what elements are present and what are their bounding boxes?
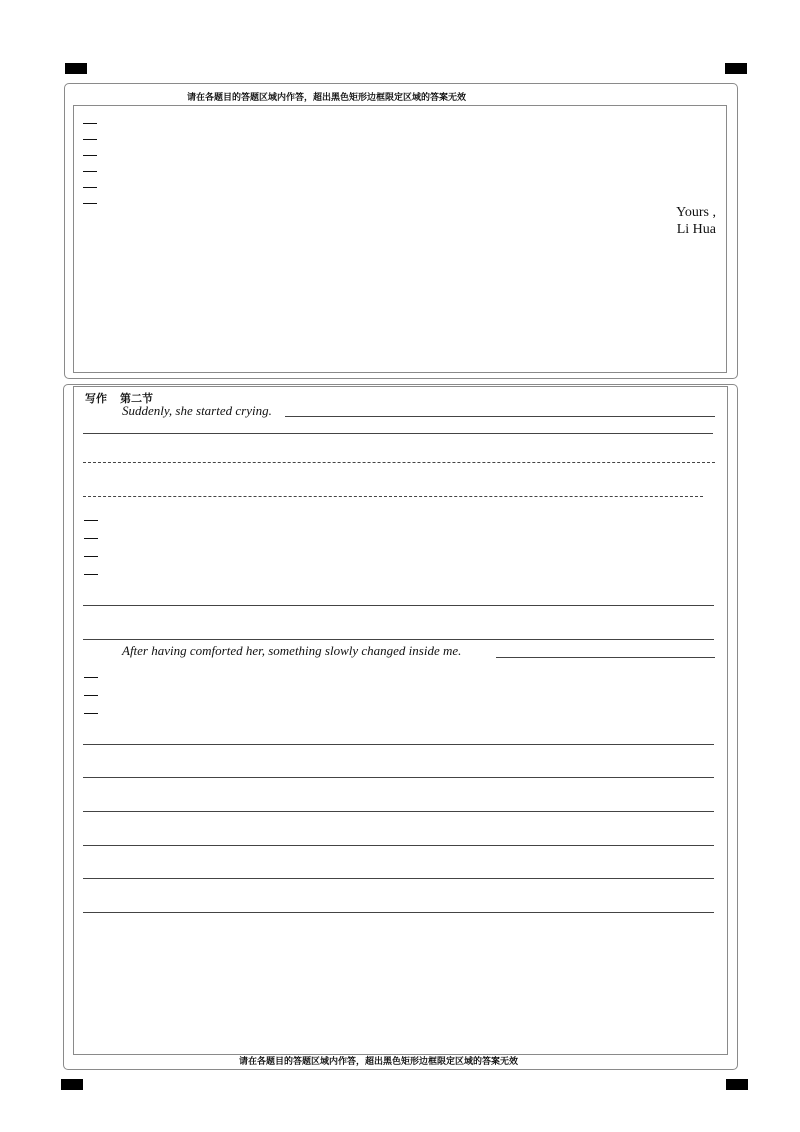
paragraph-1-opening: Suddenly, she started crying. <box>122 403 272 418</box>
blank-line-dash <box>84 556 98 557</box>
writing-line <box>83 845 714 846</box>
paragraph-2-opening: After having comforted her, something slowly changed inside me. <box>122 643 462 658</box>
answer-area-part2-inner <box>73 386 728 1055</box>
writing-line <box>83 605 714 606</box>
answer-area-notice-top: 请在各题目的答题区域内作答，超出黑色矩形边框限定区域的答案无效 <box>187 93 467 103</box>
writing-line <box>285 416 715 417</box>
writing-line <box>83 912 714 913</box>
blank-line-dash <box>84 574 98 575</box>
letter-signature-name: Li Hua <box>676 222 716 237</box>
writing-line <box>83 462 715 463</box>
writing-line <box>83 777 714 778</box>
blank-line-dash <box>84 677 98 678</box>
writing-line <box>83 878 714 879</box>
writing-line <box>83 744 714 745</box>
letter-closing: Yours , <box>676 205 716 220</box>
blank-line-dash <box>84 520 98 521</box>
writing-line <box>83 496 703 497</box>
alignment-marker-bottom-left <box>61 1079 83 1090</box>
answer-area-part1-inner <box>73 105 727 373</box>
blank-line-dash <box>83 139 97 140</box>
blank-line-dash <box>83 187 97 188</box>
blank-line-dash <box>84 695 98 696</box>
alignment-marker-top-right <box>725 63 747 74</box>
blank-line-dash <box>84 538 98 539</box>
alignment-marker-top-left <box>65 63 87 74</box>
blank-line-dash <box>83 155 97 156</box>
writing-line <box>83 811 714 812</box>
blank-line-dash <box>83 203 97 204</box>
writing-line <box>83 639 714 640</box>
blank-line-dash <box>83 123 97 124</box>
answer-area-notice-bottom: 请在各题目的答题区域内作答，超出黑色矩形边框限定区域的答案无效 <box>239 1057 519 1067</box>
writing-line <box>83 433 713 434</box>
alignment-marker-bottom-right <box>726 1079 748 1090</box>
blank-line-dash <box>84 713 98 714</box>
section-label: 写作 <box>85 392 107 405</box>
writing-line <box>496 657 715 658</box>
blank-line-dash <box>83 171 97 172</box>
part-label: 第二节 <box>120 392 153 405</box>
